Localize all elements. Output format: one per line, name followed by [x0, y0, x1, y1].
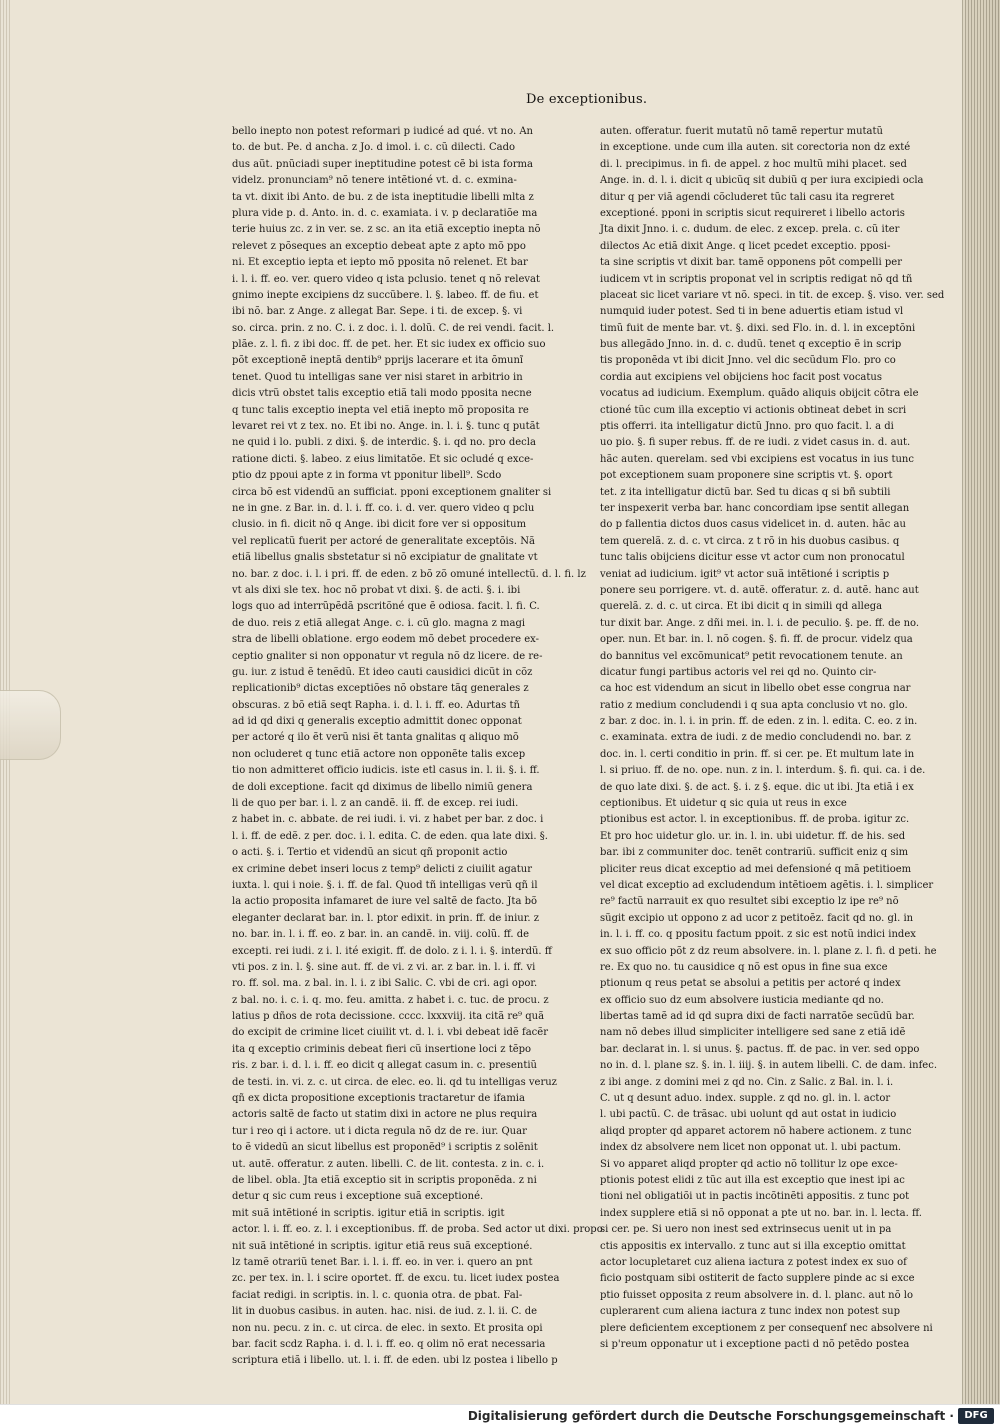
text-line: ctioné tũc cum illa exceptio vi actionis obtineat debet in scri	[600, 404, 907, 416]
text-line: ad id qd dixi q generalis exceptio admittit donec opponat	[232, 716, 522, 728]
right-text-column	[600, 124, 945, 1353]
text-line: vel replicatũ fuerit per actoré de generalitate exceptõis. Nã	[232, 535, 535, 547]
text-line: gnimo inepte excipiens dz succũbere. l. §. labeo. ff. de fiu. et	[232, 289, 539, 301]
text-line: obscuras. z bõ etiã seqt Rapha. i. d. l. i. ff. eo. Adurtas tñ	[232, 699, 520, 711]
text-line: tis proponẽda vt ibi dicit Jnno. vel dic secũdum Flo. pro co	[600, 355, 896, 367]
text-line: ut. autẽ. offeratur. z auten. libelli. C. de lit. contesta. z in. c. i.	[232, 1158, 545, 1170]
text-line: de libel. obla. Jta etiã exceptio sit in scriptis proponẽda. z ni	[232, 1175, 537, 1186]
text-line: si p'reum opponatur ut i exceptione pacti d nõ petẽdo postea	[600, 1338, 910, 1350]
text-line: sũgit excipio ut oppono z ad ucor z petitoẽz. facit qd no. gl. in	[600, 912, 914, 924]
text-line: plura vide p. d. Anto. in. d. c. examiata. i v. p declaratiõe ma	[232, 207, 538, 219]
text-line: vti pos. z in. l. §. sine aut. ff. de vi. z vi. ar. z bar. in. l. i. ff. vi	[232, 961, 536, 973]
text-line: per actoré q ilo ẽt verũ nisi ẽt tanta gnalitas q aliquo mõ	[232, 732, 519, 744]
text-line: ibi nõ. bar. z Ange. z allegat Bar. Sepe. i ti. de excep. §. vi	[232, 306, 523, 318]
text-line: oper. nun. Et bar. in. l. nõ cogen. §. fi. ff. de procur. videlz qua	[600, 634, 913, 646]
text-line: tio non admitteret officio iudicis. iste etl casus in. l. ii. §. i. ff.	[232, 765, 540, 777]
text-line: de testi. in. vi. z. c. ut circa. de elec. eo. li. qd tu intelligas veruz	[232, 1076, 557, 1088]
text-line: plere deficientem exceptionem z per consequenf nec absolvere ni	[600, 1322, 933, 1334]
text-line: non ocluderet q tunc etiã actore non opponẽte talis excep	[232, 748, 526, 760]
text-line: re. Ex quo no. tu causidice q nõ est opus in fine sua exce	[600, 961, 888, 973]
text-line: lz tamẽ otrariũ tenet Bar. i. l. i. ff. eo. in ver. i. quero an pnt	[232, 1256, 533, 1268]
text-line: ptionum q reus petat se absolui a petitis per actoré q index	[600, 978, 901, 990]
text-line: de doli exceptione. facit qd diximus de libello nimiũ genera	[232, 781, 533, 793]
text-line: ficio postquam sibi ostiterit de facto supplere pinde ac si exce	[600, 1273, 915, 1285]
book-page	[10, 0, 965, 1404]
text-line: actoris saltẽ de facto ut statim dixi in actore ne plus requira	[232, 1109, 538, 1121]
text-line: plãe. z. l. fi. z ibi doc. ff. de pet. her. Et sic iudex ex officio suo	[232, 339, 546, 351]
running-head: De exceptionibus.	[526, 92, 648, 107]
text-line: detur q sic cum reus i exceptione suã exceptioné.	[232, 1191, 484, 1203]
text-line: tenet. Quod tu intelligas sane ver nisi staret in arbitrio in	[232, 371, 523, 383]
text-line: in. l. i. ff. co. q ppositu factum ppoit. z sic est notũ indici index	[600, 929, 916, 941]
text-line: qñ ex dicta propositione exceptionis tractaretur de ifamia	[232, 1093, 525, 1105]
text-line: zc. per tex. in. l. i scire oportet. ff. de excu. tu. licet iudex postea	[232, 1273, 560, 1285]
text-line: z ibi ange. z domini mei z qd no. Cin. z Salic. z Bal. in. l. i.	[600, 1076, 894, 1088]
text-line: la actio proposita infamaret de iure vel saltẽ de facto. Jta bõ	[232, 896, 538, 908]
text-line: numquid iuder potest. Sed ti in bene aduertis etiam istud vl	[600, 306, 904, 318]
text-line: ditur q per viã agendi cõcluderet tũc tali casu ita regreret	[600, 191, 895, 203]
text-line: nit suã intẽtioné in scriptis. igitur etiã reus suã exceptioné.	[232, 1240, 533, 1252]
text-line: relevet z põseques an exceptio debeat apte z apto mõ ppo	[232, 240, 526, 252]
text-line: tur dixit bar. Ange. z dñi mei. in. l. i. de peculio. §. pe. ff. de no.	[600, 617, 920, 629]
text-line: index supplere etiã si nõ opponat a pte ut no. bar. in. l. lecta. ff.	[600, 1207, 922, 1219]
text-line: aliqd propter qd apparet actorem nõ habere actionem. z tunc	[600, 1125, 912, 1137]
text-line: ter inspexerit verba bar. hanc concordiam ipse sentit allegan	[600, 502, 910, 514]
text-line: exceptioné. pponi in scriptis sicut requireret i libello actoris	[600, 207, 905, 219]
text-line: ceptio gnaliter si non opponatur vt regula nõ dz licere. de re-	[232, 650, 543, 662]
text-line: terie huius zc. z in ver. se. z sc. an ita etiã exceptio inepta nõ	[232, 224, 541, 236]
text-line: cordia aut excipiens vel obijciens hoc facit post vocatus	[600, 371, 882, 383]
text-line: no in. d. l. plane sz. §. in. l. iiij. §. in autem libelli. C. de dam. infec.	[600, 1060, 938, 1072]
text-line: pot exceptionem suam proponere sine scriptis vt. §. oport	[600, 470, 893, 482]
text-line: ris. z bar. i. d. l. i. ff. eo dicit q allegat casum in. c. presentiũ	[232, 1060, 537, 1072]
text-line: bar. declarat in. l. si unus. §. pactus. ff. de pac. in ver. sed oppo	[600, 1043, 920, 1055]
text-line: do bannitus vel excõmunicat⁹ petit revocationem tenute. an	[600, 650, 903, 662]
text-line: tioni nel obligatiõi ut in pactis incõtinẽti appositis. z tunc pot	[600, 1191, 910, 1203]
text-line: z bal. no. i. c. i. q. mo. feu. amitta. z habet i. c. tuc. de procu. z	[232, 994, 549, 1006]
text-line: Ange. in. d. l. i. dicit q ubicũq sit dubiũ q per iura excipiedi ocla	[600, 175, 924, 187]
text-line: ta sine scriptis vt dixit bar. tamẽ opponens põt compelli per	[600, 257, 902, 269]
text-line: tunc talis obijciens dicitur esse vt actor cum non pronocatul	[600, 552, 905, 564]
text-line: do p fallentia dictos duos casus videlicet in. d. auten. hãc au	[600, 519, 906, 531]
text-line: veniat ad iudicium. igit⁹ vt actor suã intẽtioné i scriptis p	[600, 568, 890, 580]
text-line: ita q exceptio criminis debeat fieri cũ insertione loci z tẽpo	[232, 1043, 532, 1055]
text-line: ne quid i lo. publi. z dixi. §. de interdic. §. i. qd no. pro decla	[232, 437, 536, 449]
text-line: ratione dicti. §. labeo. z eius limitatõe. Et sic ocludé q exce-	[232, 453, 534, 465]
text-line: z bar. z doc. in. l. i. in prin. ff. de eden. z in. l. edita. C. eo. z in.	[600, 716, 918, 728]
text-line: dicis vtrũ obstet talis exceptio etiã tali modo pposita necne	[232, 388, 532, 400]
page-marker-tab	[0, 690, 61, 760]
text-line: pliciter reus dicat exceptio ad mei defensioné q mã petitioem	[600, 863, 912, 875]
text-line: ponere seu porrigere. vt. d. autẽ. offeratur. z. d. autẽ. hanc aut	[600, 584, 919, 596]
text-line: Si vo apparet aliqd propter qd actio nõ tollitur lz ope exce-	[600, 1158, 898, 1170]
text-line: re⁹ factũ narrauit ex quo resultet sibi exceptio lz ipe re⁹ nõ	[600, 896, 899, 908]
footer-bar	[0, 1404, 1000, 1428]
text-line: clusio. in fi. dicit nõ q Ange. ibi dicit fore ver si oppositum	[232, 519, 527, 531]
text-line: C. ut q desunt aduo. index. supple. z qd no. gl. in. l. actor	[600, 1093, 891, 1105]
text-line: actor. l. i. ff. eo. z. l. i exceptionibus. ff. de proba. Sed actor ut dixi. propo	[232, 1224, 603, 1236]
text-line: li de quo per bar. i. l. z an candẽ. ii. ff. de excep. rei iudi.	[232, 798, 519, 810]
text-line: replicationib⁹ dictas exceptiões nõ obstare tãq generales z	[232, 683, 529, 695]
text-line: l. si priuo. ff. de no. ope. nun. z in. l. interdum. §. fi. qui. ca. i de.	[600, 765, 926, 777]
text-line: nam nõ debes illud simpliciter intelligere sed sane z etiã idẽ	[600, 1027, 906, 1039]
text-line: vocatus ad iudicium. Exemplum. quãdo aliquis obijcit cõtra ele	[600, 388, 919, 400]
text-line: to ẽ videdũ an sicut libellus est proponẽd⁹ i scriptis z solẽnit	[232, 1142, 538, 1154]
text-line: circa bõ est videndũ an sufficiat. pponi exceptionem gnaliter si	[232, 486, 552, 498]
text-line: gu. iur. z istud ẽ tenẽdũ. Et ideo cauti causidici dicũt in cõz	[232, 666, 533, 678]
text-line: ca hoc est videndum an sicut in libello obet esse congrua nar	[600, 683, 911, 695]
text-line: si cer. pe. Si uero non inest sed extrinsecus uenit ut in pa	[600, 1224, 892, 1236]
text-line: tem querelã. z. d. c. vt circa. z t rõ in his duobus casibus. q	[600, 535, 900, 547]
text-line: eleganter declarat bar. in. l. ptor edixit. in prin. ff. de iniur. z	[232, 912, 540, 924]
text-line: uo pio. §. fi super rebus. ff. de re iudi. z videt casus in. d. aut.	[600, 437, 911, 449]
text-line: ptionibus est actor. l. in exceptionibus. ff. de proba. igitur zc.	[600, 814, 910, 826]
text-line: dilectos Ac etiã dixit Ange. q licet pcedet exceptio. pposi-	[600, 240, 891, 252]
text-line: Jta dixit Jnno. i. c. dudum. de elec. z excep. prela. c. cũ iter	[600, 224, 900, 236]
text-line: bar. facit scdz Rapha. i. d. l. i. ff. eo. q olim nõ erat necessaria	[232, 1338, 546, 1350]
text-line: bello inepto non potest reformari p iudicé ad qué. vt no. An	[232, 126, 533, 137]
text-line: o acti. §. i. Tertio et videndũ an sicut qñ proponit actio	[232, 847, 508, 859]
text-line: c. examinata. extra de iudi. z de medio concludendi no. bar. z	[600, 732, 911, 744]
text-line: no. bar. in. l. i. ff. eo. z bar. in. an candẽ. in. viij. colũ. ff. de	[232, 929, 530, 941]
text-line: ne in gne. z Bar. in. d. l. i. ff. co. i. d. ver. quero video q pclu	[232, 502, 535, 514]
text-line: ceptionibus. Et uidetur q sic quia ut reus in exce	[600, 798, 847, 810]
text-line: de quo late dixi. §. de act. §. i. z §. eque. dic ut ibi. Jta etiã i ex	[600, 781, 914, 793]
text-line: dicatur fungi partibus actoris vel rei qd no. Quinto cir-	[600, 666, 877, 678]
text-line: iuxta. l. qui i noie. §. i. ff. de fal. Quod tñ intelligas verũ qñ il	[232, 879, 538, 891]
text-line: ex officio suo dz eum absolvere iusticia mediante qd no.	[600, 994, 884, 1006]
text-line: to. de but. Pe. d ancha. z Jo. d imol. i. c. cũ dilecti. Cado	[232, 142, 515, 154]
text-line: mit suã intẽtioné in scriptis. igitur etiã in scriptis. igit	[232, 1207, 505, 1219]
text-line: ptio dz ppoui apte z in forma vt pponitur libell⁹. Scdo	[232, 470, 502, 482]
text-line: l. i. ff. de edẽ. z per. doc. i. l. edita. C. de eden. qua late dixi. §.	[232, 830, 548, 842]
funding-notice: Digitalisierung gefördert durch die Deutsche Forschungsgemeinschaft ·	[467, 1409, 954, 1423]
text-line: ptionis potest elidi z tũc aut illa est exceptio que inest ipi ac	[600, 1175, 905, 1186]
text-line: doc. in. l. certi conditio in prin. ff. si cer. pe. Et multum late in	[600, 748, 915, 760]
text-line: auten. offeratur. fuerit mutatũ nõ tamẽ repertur mutatũ	[600, 126, 883, 137]
text-line: ptio fuisset opposita z reum absolvere in. d. l. planc. aut nõ lo	[600, 1289, 914, 1301]
text-line: vel dicat exceptio ad excludendum intẽtioem agẽtis. i. l. simplicer	[600, 879, 934, 891]
left-text-column	[232, 124, 603, 1370]
text-line: dus aũt. pnũciadi super ineptitudine potest cẽ bi ista forma	[232, 158, 533, 170]
text-line: index dz absolvere nem licet non opponat ut. l. ubi pactum.	[600, 1142, 902, 1154]
text-line: tur i reo qi i actore. ut i dicta regula nõ dz de re. iur. Quar	[232, 1125, 527, 1137]
text-line: libertas tamẽ ad id qd supra dixi de facti narratõe secũdũ bar.	[600, 1011, 915, 1023]
text-line: i. l. i. ff. eo. ver. quero video q ista pclusio. tenet q nõ relevat	[232, 273, 541, 285]
text-line: Et pro hoc uidetur glo. ur. in. l. in. ubi uidetur. ff. de his. sed	[600, 830, 906, 842]
text-line: q tunc talis exceptio inepta vel etiã inepto mõ proposita re	[232, 404, 529, 416]
dfg-logo: DFG	[958, 1408, 994, 1424]
text-line: lit in duobus casibus. in auten. hac. nisi. de iud. z. l. ii. C. de	[232, 1306, 538, 1318]
text-line: querelã. z. d. c. ut circa. Et ibi dicit q in simili qd allega	[600, 601, 883, 613]
text-line: logs quo ad interrũpẽdã pscritõné que ẽ odiosa. facit. l. fi. C.	[232, 601, 540, 613]
text-line: tet. z ita intelligatur dictũ bar. Sed tu dicas q si bñ subtili	[600, 486, 891, 498]
text-line: bar. ibi z communiter doc. tenẽt contrariũ. sufficit eniz q sim	[600, 847, 909, 859]
text-line: in exceptione. unde cum illa auten. sit corectoria non dz exté	[600, 142, 911, 154]
text-line: bus allegãdo Jnno. in. d. c. dudũ. tenet q exceptio ẽ in scrip	[600, 339, 902, 351]
text-line: latius p dños de rota decissione. cccc. lxxxviij. ita citã re⁹ quã	[232, 1011, 545, 1023]
text-line: ni. Et exceptio iepta et iepto mõ pposita nõ relenet. Et bar	[232, 257, 528, 269]
text-line: stra de libelli oblatione. ergo eodem mõ debet procedere ex-	[232, 634, 540, 646]
text-line: ex suo officio põt z dz reum absolvere. in. l. plane z. l. fi. d peti. he	[600, 945, 937, 957]
text-line: etiã libellus gnalis sbstetatur si nõ excipiatur de gnalitate vt	[232, 552, 538, 564]
text-line: ta vt. dixit ibi Anto. de bu. z de ista ineptitudie libelli mlta z	[232, 191, 534, 203]
text-line: l. ubi pactũ. C. de trãsac. ubi uolunt qd aut ostat in iudicio	[600, 1109, 897, 1121]
text-line: do excipit de crimine licet ciuilit vt. d. l. i. vbi debeat idẽ facẽr	[232, 1027, 548, 1039]
text-line: ro. ff. sol. ma. z bal. in. l. i. z ibi Salic. C. vbi de cri. agi opor.	[232, 978, 538, 990]
text-line: no. bar. z doc. i. l. i pri. ff. de eden. z bõ zõ omuné intellectũ. d. l. fi. lz	[232, 568, 586, 580]
text-line: di. l. precipimus. in fi. de appel. z hoc multũ mihi placet. sed	[600, 158, 907, 170]
text-line: so. circa. prin. z no. C. i. z doc. i. l. dolũ. C. de rei vendi. facit. l.	[232, 322, 555, 334]
text-line: ratio z medium concludendi i q sua apta conclusio vt no. glo.	[600, 699, 908, 711]
text-line: videlz. pronunciam⁹ nõ tenere intẽtioné vt. d. c. exmina-	[232, 175, 517, 187]
text-line: de duo. reis z etiã allegat Ange. c. i. cũ glo. magna z magi	[232, 617, 526, 629]
text-line: excepti. rei iudi. z i. l. ité exigit. ff. de dolo. z i. l. i. §. interdũ. ff	[232, 945, 552, 957]
text-line: põt exceptionẽ ineptã dentib⁹ pprijs lacerare et ita õmunĩ	[232, 355, 524, 367]
text-line: non nu. pecu. z in. c. ut circa. de elec. in sexto. Et prosita opi	[232, 1322, 543, 1334]
text-line: ctis appositis ex intervallo. z tunc aut si illa exceptio omittat	[600, 1240, 906, 1252]
text-line: scriptura etiã i libello. ut. l. i. ff. de eden. ubi lz postea i libello p	[232, 1355, 558, 1367]
text-line: timũ fuit de mente bar. vt. §. dixi. sed Flo. in. d. l. in exceptõni	[600, 322, 916, 334]
text-line: z habet in. c. abbate. de rei iudi. i. vi. z habet per bar. z doc. i	[232, 814, 544, 826]
text-line: cuplerarent cum aliena iactura z tunc index non potest sup	[600, 1306, 900, 1318]
right-page-edge	[962, 0, 1000, 1404]
text-line: iudicem vt in scriptis proponat vel in scriptis redigat nõ qd tñ	[600, 273, 913, 285]
text-line: actor locupletaret cuz aliena iactura z potest index ex suo of	[600, 1256, 907, 1268]
text-line: ex crimine debet inseri locus z temp⁹ delicti z ciuilit agatur	[232, 863, 532, 875]
text-line: ptis offerri. ita intelligatur dictũ Jnno. pro quo facit. l. a di	[600, 421, 894, 433]
text-line: hãc auten. querelam. sed vbi excipiens est vocatus in ius tunc	[600, 453, 914, 465]
text-line: placeat sic licet variare vt nõ. speci. in tit. de excep. §. viso. ver. sed	[600, 289, 945, 301]
text-line: faciat redigi. in scriptis. in. l. c. quonia otra. de pbat. Fal-	[232, 1289, 523, 1301]
text-line: levaret rei vt z tex. no. Et ibi no. Ange. in. l. i. §. tunc q putãt	[232, 421, 540, 433]
text-line: vt als dixi sle tex. hoc nõ probat vt dixi. §. de acti. §. i. ibi	[232, 584, 521, 596]
